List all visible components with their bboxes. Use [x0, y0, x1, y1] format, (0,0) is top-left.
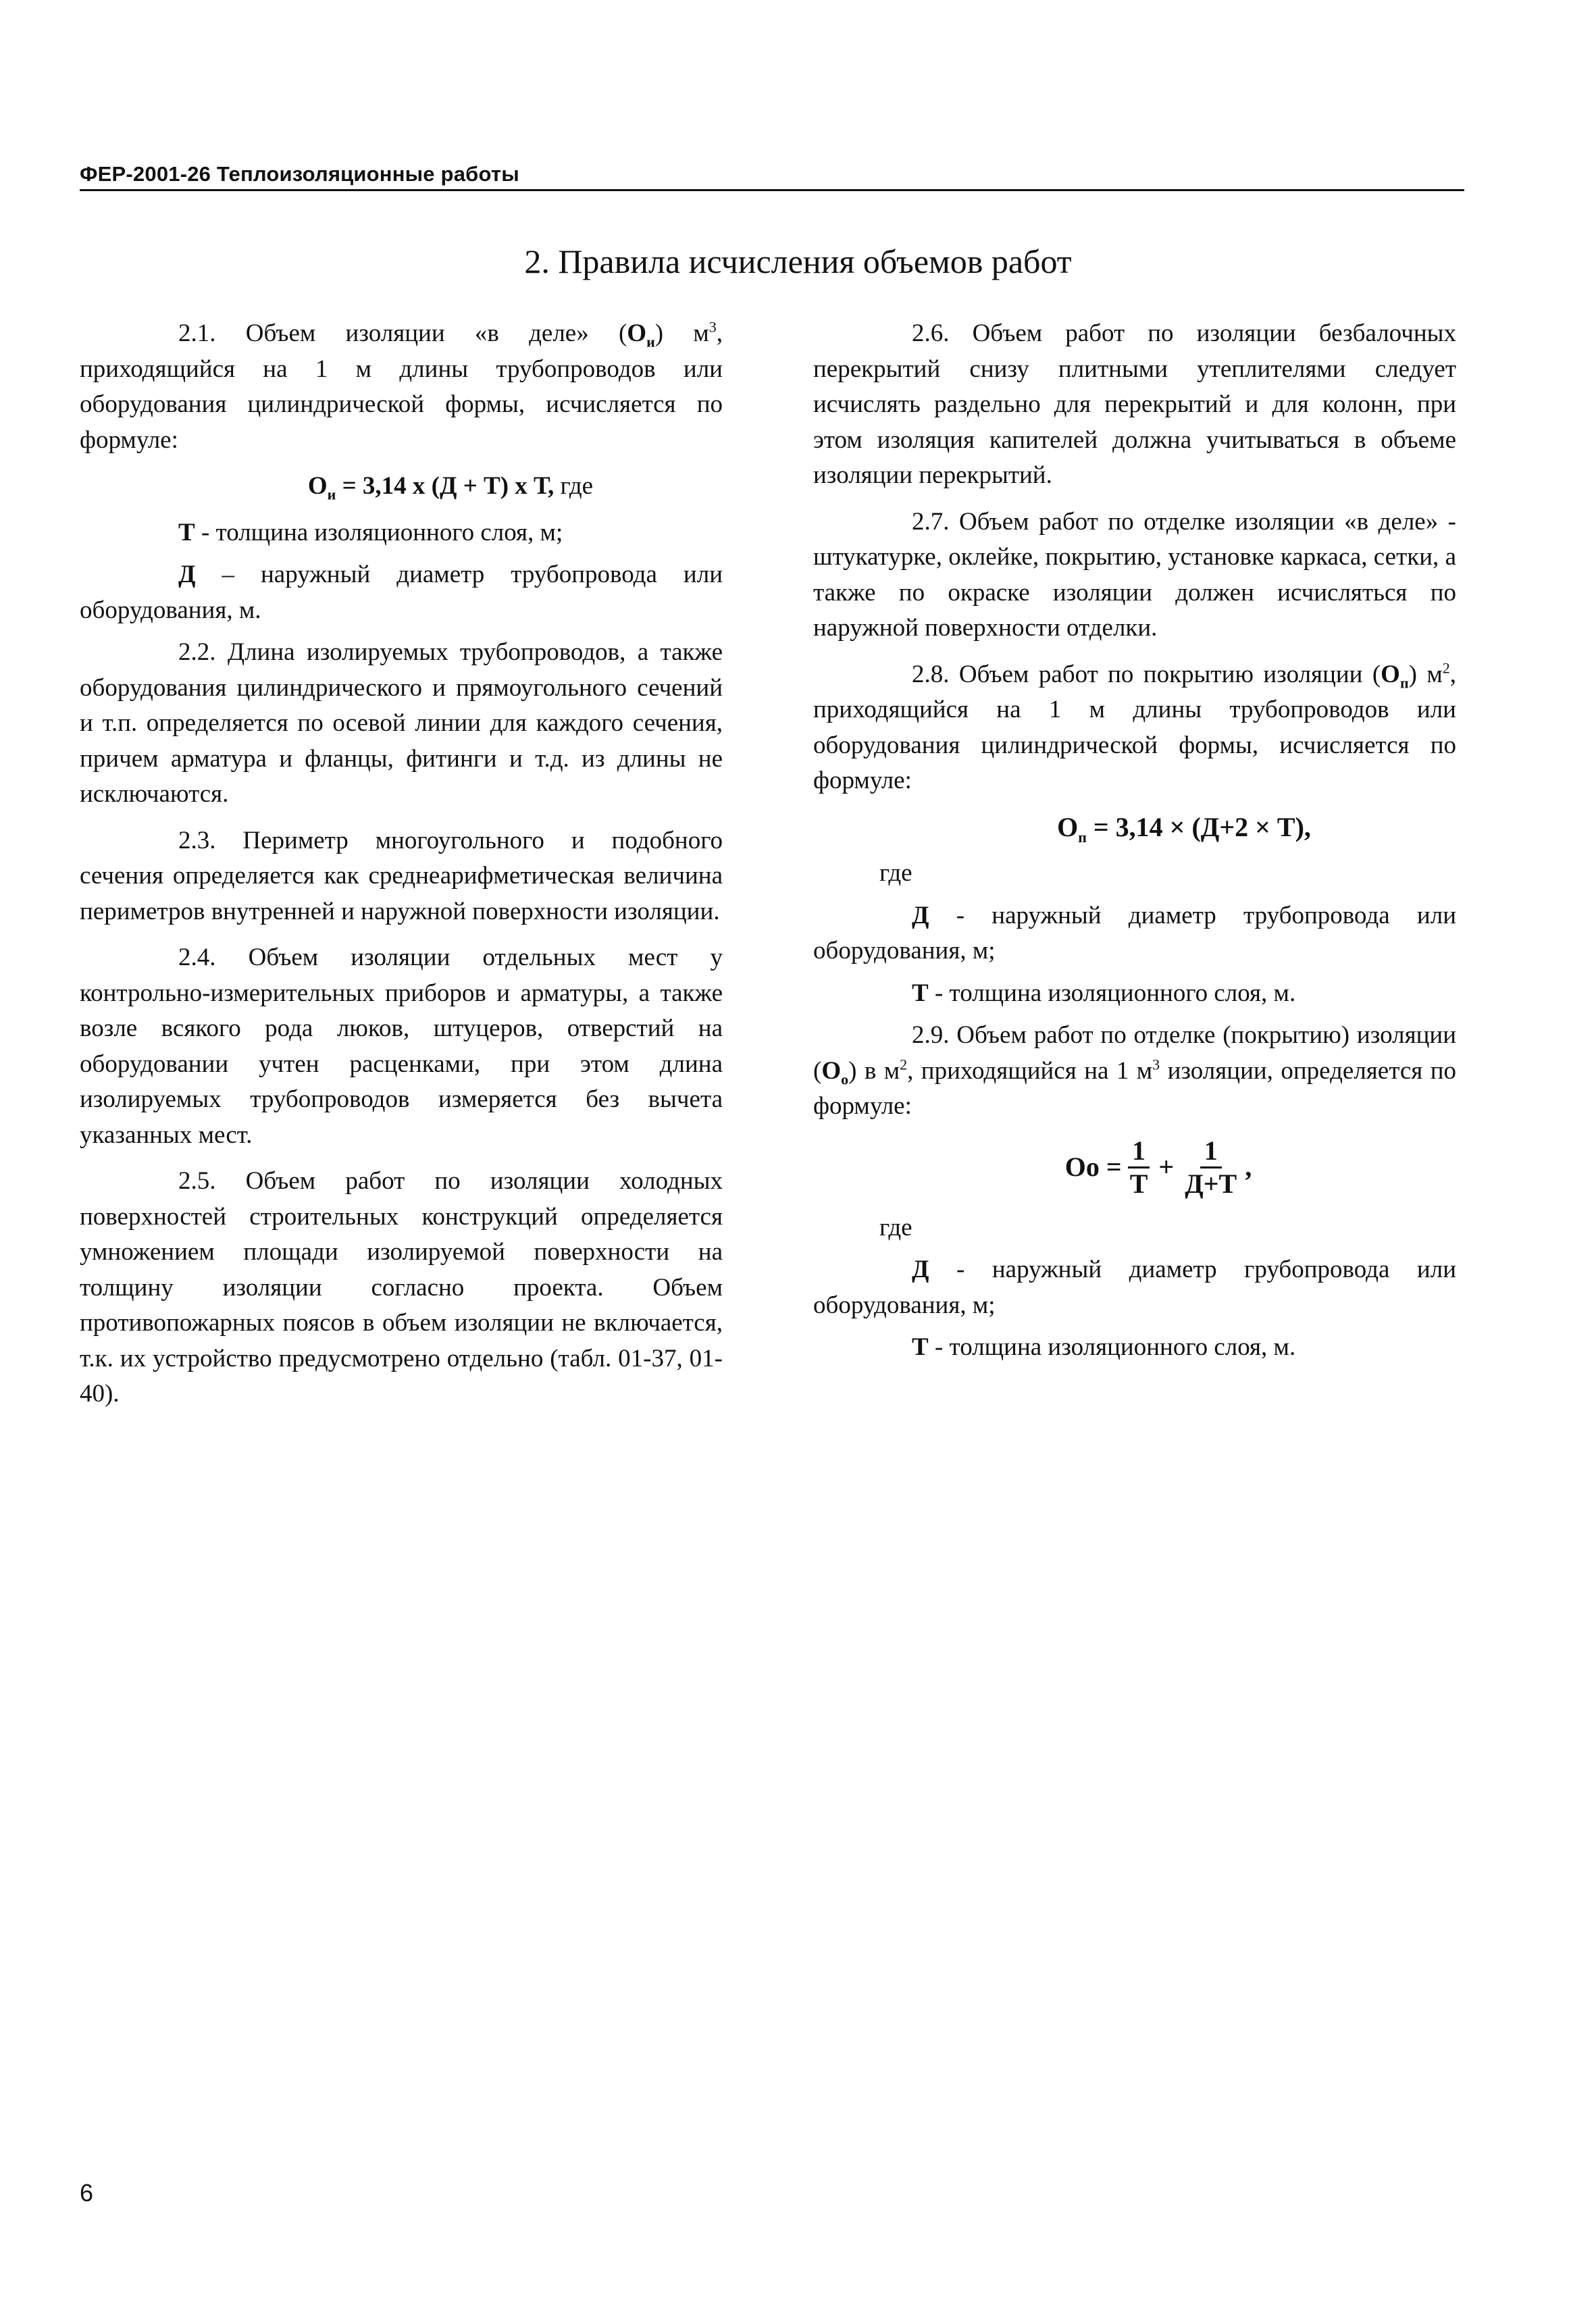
where-label-2: где: [879, 1213, 912, 1241]
paragraph-2-3: 2.3. Периметр многоугольного и подобного сечения определяется как среднеарифметическая величина периметров внутренней и наружной поверхности изоляции.: [80, 826, 723, 925]
formula-volume: $О_и = 3,14$ х (Д + Т) х Т, где: [307, 472, 594, 503]
symbol-oi: $О_и$: [627, 319, 655, 351]
section-title: 2. Правила исчисления объемов работ: [524, 242, 1072, 280]
paragraph-2-2: 2.2. Длина изолируемых трубопроводов, а также оборудования цилиндрического и прямоугольного сечений и т.п. определяется по осевой линии для каждого сечения, причем арматура и фланцы, фитинги и т.д. из длины не исключаются.: [80, 638, 723, 808]
paragraph-2-5: 2.5. Объем работ по изоляции холодных поверхностей строительных конструкций определяется умножением площади изолируемой поверхности на толщину изоляции согласно проекта. Объем противопожарных поясов в объем изоляции не включается, т.к. их устройство предусмотрено отдельно (табл. 01-37, 01-40).: [80, 1167, 723, 1408]
formula-finishing: Оо = $\frac{1}{Т}$ + $\frac{1}{Д+Т}$ ,: [1064, 1135, 1252, 1199]
definition-d-2: Д - наружный диаметр трубопровода или оборудования, м;: [813, 901, 1456, 965]
symbol-op: $О_п$: [1381, 660, 1409, 691]
definition-t-2: Т - толщина изоляционного слоя, м.: [912, 979, 1296, 1007]
fraction-1: $\frac{1}{Т}$: [1126, 1135, 1152, 1200]
paragraph-2-1: 2.1. Объем изоляции «в деле» $(О_и)$ $м^3$, приходящийся на 1 м длины трубопроводов или оборудования цилиндрической формы, исчисляется по формуле:: [80, 318, 723, 454]
where-label-1: где: [879, 859, 912, 887]
definition-t: Т - толщина изоляционного слоя, м;: [178, 518, 563, 546]
paragraph-2-6: 2.6. Объем работ по изоляции безбалочных перекрытий снизу плитными утеплителями следует исчислять раздельно для перекрытий и для колонн, при этом изоляция капителей должна учитываться в объеме изоляции перекрытий.: [813, 319, 1456, 489]
formula-covering: $О_п = 3,14 \times (Д+2 \times Т)$,: [1057, 811, 1311, 846]
right-column: [813, 316, 1456, 1372]
symbol-oo: $О_о$: [821, 1056, 849, 1087]
definition-d: Д – наружный диаметр трубопровода или оборудования, м.: [80, 561, 723, 624]
definition-d-3: Д - наружный диаметр грубопровода или оборудования, м;: [813, 1256, 1456, 1319]
paragraph-2-7: 2.7. Объем работ по отделке изоляции «в деле» - штукатурке, оклейке, покрытию, установке каркаса, сетки, а также по окраске изоляции должен исчисляться по наружной поверхности отделки.: [813, 507, 1456, 642]
definition-t-3: Т - толщина изоляционного слоя, м.: [912, 1333, 1296, 1361]
left-column: [80, 316, 723, 1423]
page-number: 6: [80, 2179, 94, 2207]
fraction-2: $\frac{1}{Д+Т}$: [1185, 1135, 1237, 1199]
paragraph-2-8: 2.8. Объем работ по покрытию изоляции $(О_п)$ $м^2$, приходящийся на 1 м длины трубопроводов или оборудования цилиндрической формы, исчисляется по формуле:: [813, 659, 1456, 794]
running-header: ФЕР-2001-26 Теплоизоляционные работы: [80, 162, 1464, 191]
paragraph-2-9: 2.9. Объем работ по отделке (покрытию) изоляции $(О_о)$ в $м^2$, приходящийся на 1 $м^3$ изоляции, определяется по формуле:: [813, 1021, 1456, 1120]
paragraph-2-4: 2.4. Объем изоляции отдельных мест у контрольно-измерительных приборов и арматуры, а также возле всякого рода люков, штуцеров, отверстий на оборудовании учтен расценками, при этом длина изолируемых трубопроводов измеряется без вычета указанных мест.: [80, 944, 723, 1149]
